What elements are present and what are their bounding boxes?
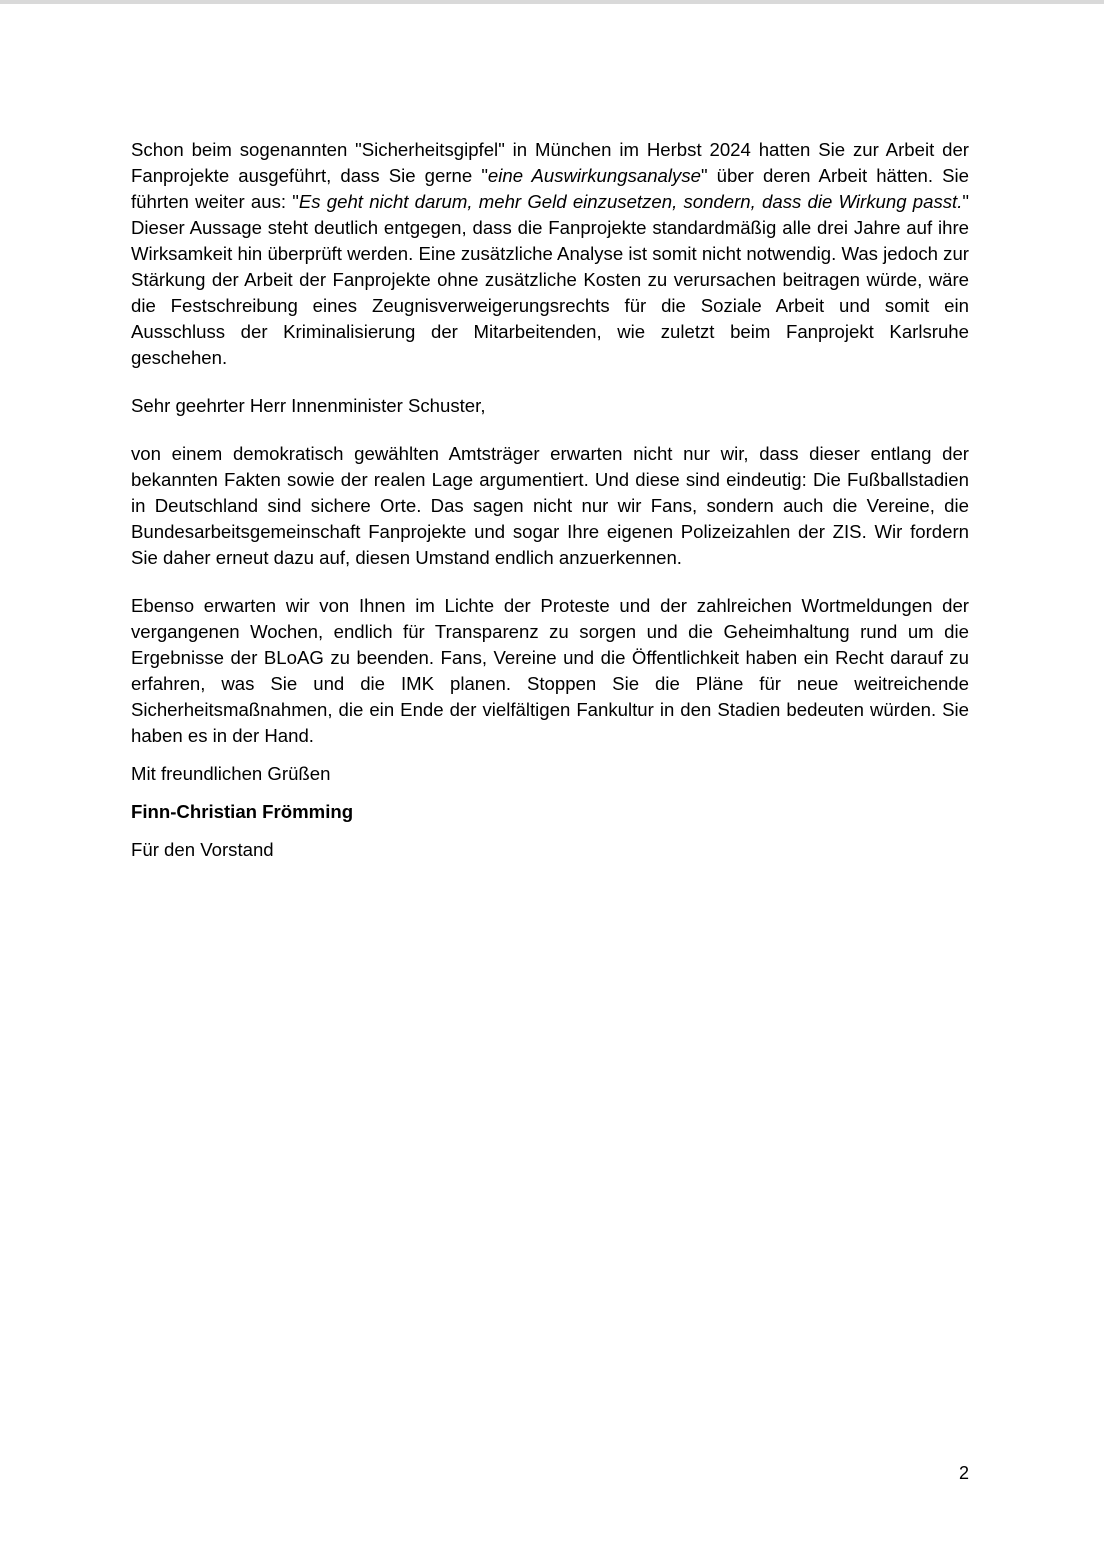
signature-name: [131, 799, 969, 825]
paragraph-security-summit: [131, 137, 969, 371]
closing-salutation: [131, 761, 969, 787]
signature-role: [131, 837, 969, 863]
paragraph-transparency: [131, 593, 969, 749]
text-run: von einem demokratisch gewählten Amtsträger erwarten nicht nur wir, dass dieser entlang der bekannten Fakten sowie der realen Lage argumentiert. Und diese sind eindeutig: Die Fußballstadien in Deutschland sind sichere Orte. Das sagen nicht nur wir Fans, sondern auch die Vereine, die Bundesarbeitsgemeinschaft Fanprojekte und sogar Ihre eigenen Polizeizahlen der ZIS. Wir fordern Sie daher erneut dazu auf, diesen Umstand endlich anzuerkennen.: [131, 443, 969, 568]
paragraph-expectations: [131, 441, 969, 571]
text-run: Finn-Christian Frömming: [131, 801, 354, 822]
text-run: " Dieser Aussage steht deutlich entgegen, dass die Fanprojekte standardmäßig alle drei Jahre auf ihre Wirksamkeit hin überprüft werden. Eine zusätzliche Analyse ist somit nicht notwendig. Was jedoch zur Stärkung der Arbeit der Fanprojekte ohne zusätzliche Kosten zu verursachen beitragen würde, wäre die Festschreibung eines Zeugnisverweigerungsrechts für die Soziale Arbeit und somit ein Ausschluss der Kriminalisierung der Mitarbeitenden, wie zuletzt beim Fanprojekt Karlsruhe geschehen.: [131, 191, 969, 368]
salutation: [131, 393, 969, 419]
page-footer: [131, 1462, 969, 1484]
text-run: Mit freundlichen Grüßen: [131, 763, 331, 784]
text-run: Es geht nicht darum, mehr Geld einzusetzen, sondern, dass die Wirkung passt.: [298, 191, 963, 212]
text-run: " über deren Arbeit hätten. Sie führten weiter aus: ": [131, 165, 970, 212]
page-number: 2: [958, 1463, 969, 1483]
page-top-edge: [0, 0, 1104, 4]
text-run: Ebenso erwarten wir von Ihnen im Lichte der Proteste und der zahlreichen Wortmeldungen der vergangenen Wochen, endlich für Transparenz zu sorgen und die Geheimhaltung rund um die Ergebnisse der BLoAG zu beenden. Fans, Vereine und die Öffentlichkeit haben ein Recht darauf zu erfahren, was Sie und die IMK planen. Stoppen Sie die Pläne für neue weitreichende Sicherheitsmaßnahmen, die ein Ende der vielfältigen Fankultur in den Stadien bedeuten würden. Sie haben es in der Hand.: [131, 595, 969, 746]
text-run: eine Auswirkungsanalyse: [487, 165, 701, 186]
text-run: Sehr geehrter Herr Innenminister Schuster,: [131, 395, 486, 416]
text-run: Für den Vorstand: [131, 839, 274, 860]
letter-body: [131, 137, 969, 885]
text-run: Schon beim sogenannten "Sicherheitsgipfel" in München im Herbst 2024 hatten Sie zur Arbeit der Fanprojekte ausgeführt, dass Sie gerne ": [131, 139, 969, 186]
